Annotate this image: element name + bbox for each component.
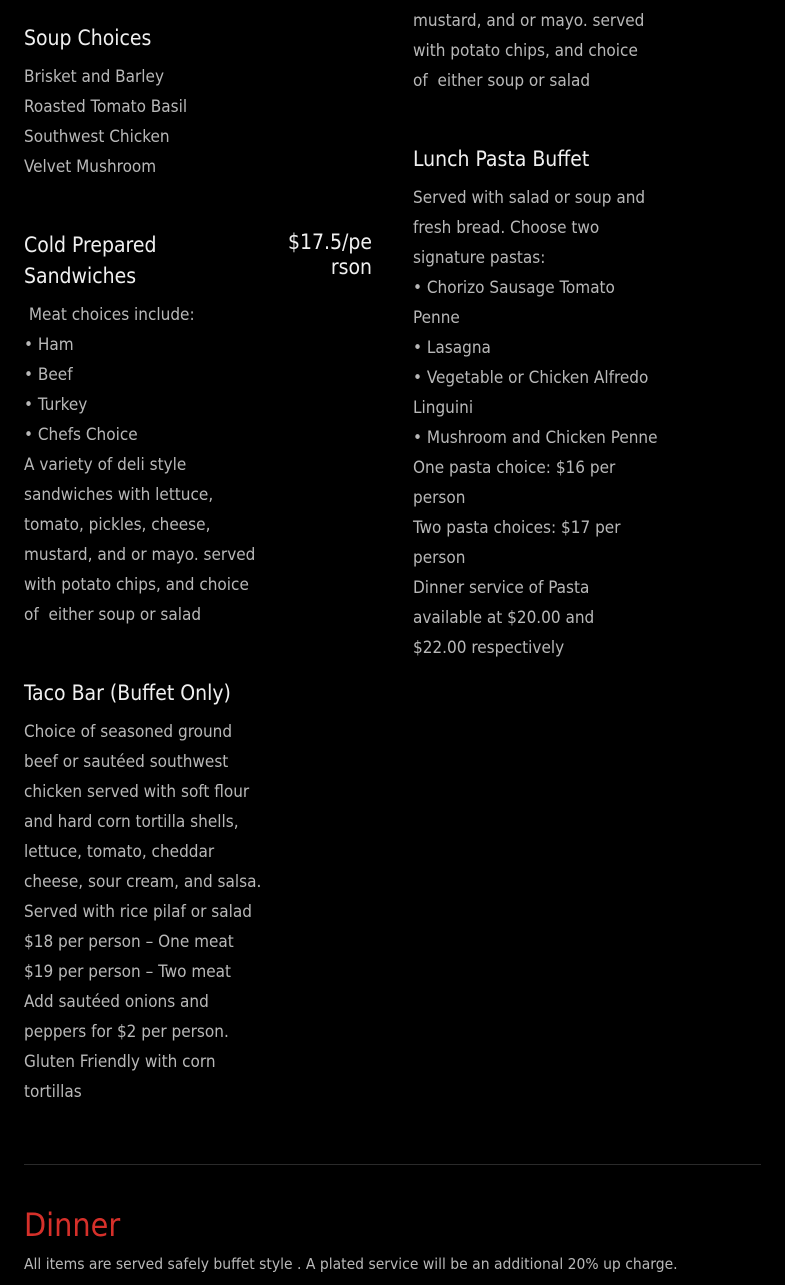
soup-option: Velvet Mushroom [24,157,157,177]
description-line: Served with salad or soup and [413,188,646,208]
soup-option: Roasted Tomato Basil [24,97,188,117]
description-line: mustard, and or mayo. served [24,545,256,565]
description-line: peppers for $2 per person. [24,1022,229,1042]
description-line: Linguini [413,398,474,418]
description-line: with potato chips, and choice [24,575,249,595]
taco-bar-description [24,717,374,1107]
description-line: • Vegetable or Chicken Alfredo [413,368,649,388]
description-line: available at $20.00 and [413,608,595,628]
description-line: Penne [413,308,460,328]
soup-choices-title: Soup Choices [24,26,152,50]
taco-bar-title: Taco Bar (Buffet Only) [24,681,231,705]
description-line: • Beef [24,365,73,385]
description-line: • Mushroom and Chicken Penne [413,428,658,448]
description-line: person [413,488,466,508]
cold-sandwiches-title-line1: Cold Prepared [24,233,157,257]
cold-sandwiches-title-line2: Sandwiches [24,264,137,288]
description-line: $19 per person – Two meat [24,962,232,982]
cold-sandwiches-description [24,300,374,630]
description-line: and hard corn tortilla shells, [24,812,239,832]
description-line: • Lasagna [413,338,491,358]
lunch-pasta-buffet-title: Lunch Pasta Buffet [413,147,590,171]
description-line: • Chefs Choice [24,425,138,445]
dinner-section-title: Dinner [24,1206,121,1244]
taco-bar-item [24,678,374,1107]
description-line: • Ham [24,335,74,355]
dinner-section-note: All items are served safely buffet style . A plated service will be an additional 20% up charge. [24,1255,678,1273]
section-divider [24,1164,761,1165]
soup-choices-list [24,62,324,182]
description-line: Add sautéed onions and [24,992,209,1012]
lunch-pasta-buffet-description [413,183,713,663]
previous-item-description-tail [413,6,693,96]
description-line: lettuce, tomato, cheddar [24,842,215,862]
description-line: Two pasta choices: $17 per [413,518,621,538]
price-line1: $17.5/pe [287,230,372,254]
cold-sandwiches-item [24,230,374,630]
description-line: A variety of deli style [24,455,187,475]
description-line: Dinner service of Pasta [413,578,590,598]
description-line: person [413,548,466,568]
description-line: sandwiches with lettuce, [24,485,214,505]
description-line: $18 per person – One meat [24,932,234,952]
description-line: • Turkey [24,395,88,415]
lunch-pasta-buffet-item [413,144,713,663]
description-line: tomato, pickles, cheese, [24,515,211,535]
description-line: Served with rice pilaf or salad [24,902,252,922]
description-line: Gluten Friendly with corn [24,1052,216,1072]
description-line: mustard, and or mayo. served [413,11,645,31]
description-line: beef or sautéed southwest [24,752,229,772]
price-line2: rson [330,255,372,279]
description-line: with potato chips, and choice [413,41,638,61]
cold-sandwiches-price [272,230,372,280]
description-line: • Chorizo Sausage Tomato [413,278,615,298]
soup-option: Southwest Chicken [24,127,170,147]
description-line: fresh bread. Choose two [413,218,600,238]
soup-choices-item [24,23,324,182]
description-line: cheese, sour cream, and salsa. [24,872,262,892]
soup-option: Brisket and Barley [24,67,165,87]
description-line: Choice of seasoned ground [24,722,233,742]
description-line: signature pastas: [413,248,546,268]
description-line: tortillas [24,1082,82,1102]
description-line: of either soup or salad [24,605,202,625]
description-line: One pasta choice: $16 per [413,458,616,478]
description-line: Meat choices include: [24,305,195,325]
description-line: $22.00 respectively [413,638,565,658]
description-line: chicken served with soft flour [24,782,250,802]
description-line: of either soup or salad [413,71,591,91]
